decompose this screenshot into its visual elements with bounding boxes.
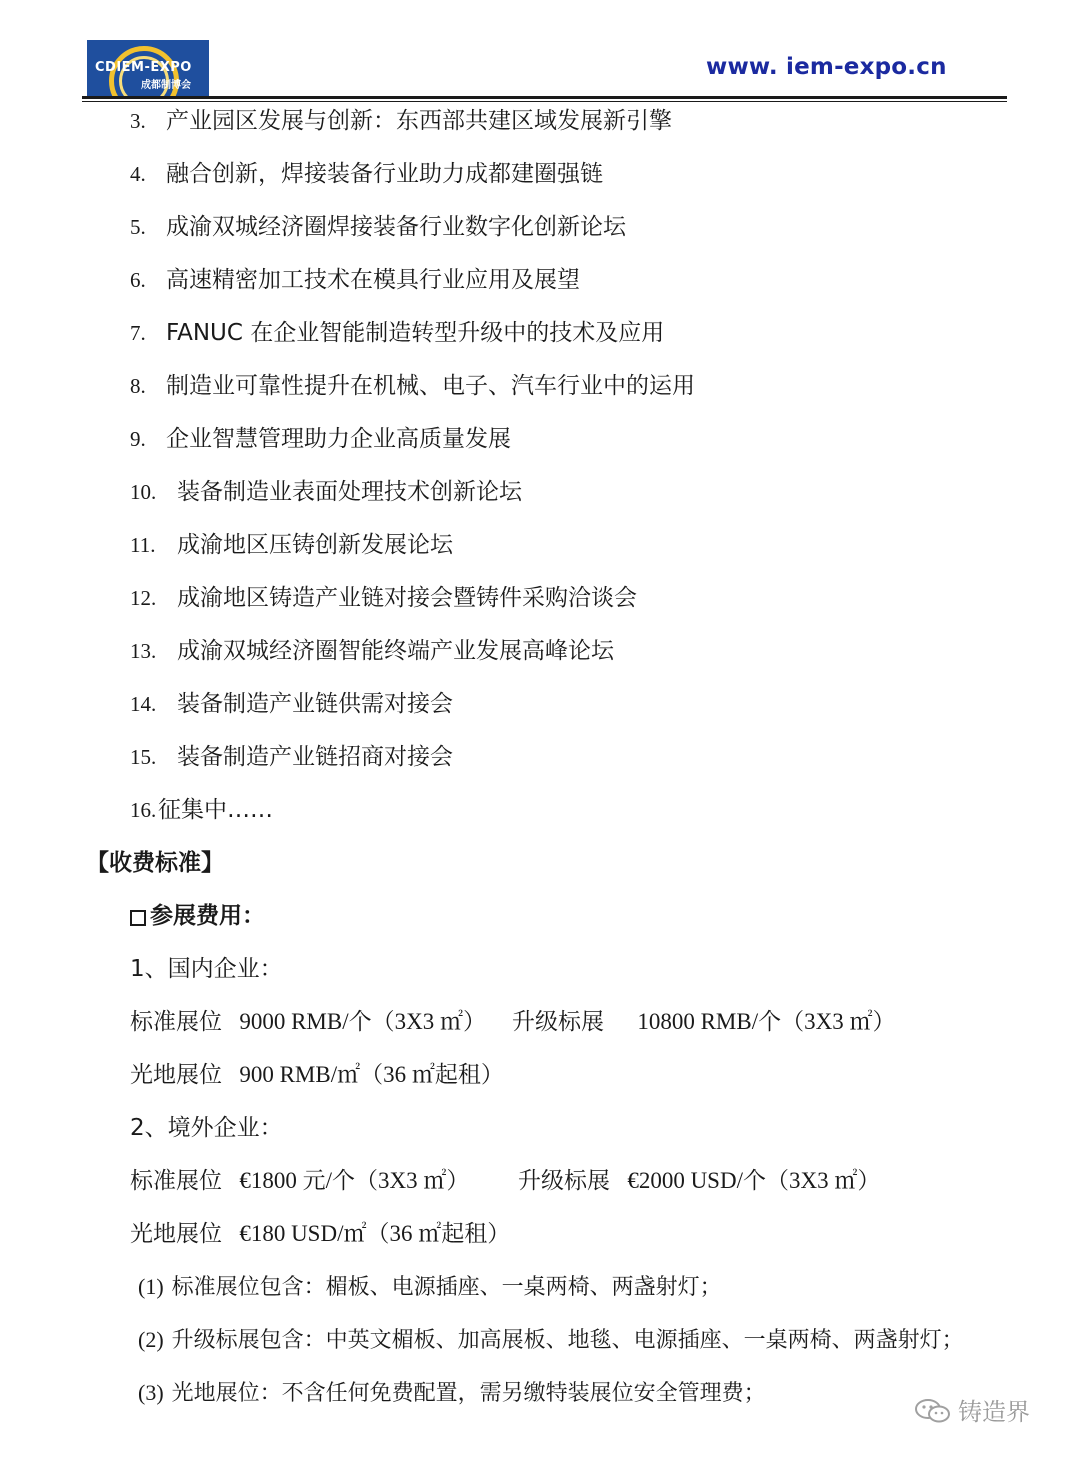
list-item: 15. 装备制造产业链招商对接会 bbox=[130, 744, 453, 770]
checkbox-icon bbox=[130, 910, 146, 926]
list-item: 14. 装备制造产业链供需对接会 bbox=[130, 691, 453, 717]
logo-subtitle: 成都制博会 bbox=[141, 80, 191, 91]
list-item: 11. 成渝地区压铸创新发展论坛 bbox=[130, 532, 453, 558]
domestic-raw-row: 光地展位 900 RMB/㎡（36 ㎡起租） bbox=[130, 1062, 504, 1088]
domestic-upgrade-row: 升级标展 10800 RMB/个（3X3 ㎡） bbox=[512, 1009, 896, 1035]
foreign-upgrade-row: 升级标展 €2000 USD/个（3X3 ㎡） bbox=[518, 1168, 881, 1194]
list-item: 10. 装备制造业表面处理技术创新论坛 bbox=[130, 479, 522, 505]
domestic-booth-row: 标准展位 9000 RMB/个（3X3 ㎡） bbox=[130, 1009, 486, 1035]
watermark-text: 铸造界 bbox=[958, 1398, 1030, 1426]
list-item: 9. 企业智慧管理助力企业高质量发展 bbox=[130, 426, 511, 452]
cdiem-expo-logo bbox=[87, 40, 209, 96]
header-rule-thin bbox=[82, 101, 1007, 102]
logo-text: CDIEM-EXPO bbox=[95, 60, 192, 75]
list-item: 4. 融合创新，焊接装备行业助力成都建圈强链 bbox=[130, 161, 603, 187]
header-rule-thick bbox=[82, 96, 1007, 99]
note-item: (2) 升级标展包含：中英文楣板、加高展板、地毯、电源插座、一桌两椅、两盏射灯； bbox=[138, 1327, 964, 1353]
page-header bbox=[0, 0, 1080, 105]
note-item: (3) 光地展位：不含任何免费配置，需另缴特装展位安全管理费； bbox=[138, 1380, 766, 1406]
note-item: (1) 标准展位包含：楣板、电源插座、一桌两椅、两盏射灯； bbox=[138, 1274, 722, 1300]
list-item: 13. 成渝双城经济圈智能终端产业发展高峰论坛 bbox=[130, 638, 614, 664]
site-url[interactable]: www. iem-expo.cn bbox=[706, 54, 947, 80]
foreign-raw-row: 光地展位 €180 USD/㎡（36 ㎡起租） bbox=[130, 1221, 511, 1247]
list-item: 12. 成渝地区铸造产业链对接会暨铸件采购洽谈会 bbox=[130, 585, 637, 611]
wechat-watermark bbox=[914, 1392, 1030, 1427]
list-item: 5. 成渝双城经济圈焊接装备行业数字化创新论坛 bbox=[130, 214, 626, 240]
foreign-booth-row: 标准展位 €1800 元/个（3X3 ㎡） bbox=[130, 1168, 470, 1194]
list-item: 6. 高速精密加工技术在模具行业应用及展望 bbox=[130, 267, 580, 293]
foreign-label: 2、境外企业： bbox=[130, 1115, 283, 1141]
list-item: 8. 制造业可靠性提升在机械、电子、汽车行业中的运用 bbox=[130, 373, 695, 399]
list-item: 3. 产业园区发展与创新：东西部共建区域发展新引擎 bbox=[130, 108, 672, 134]
list-item: 7. FANUC 在企业智能制造转型升级中的技术及应用 bbox=[130, 320, 665, 346]
fees-section-title: 【收费标准】 bbox=[86, 850, 224, 876]
domestic-label: 1、国内企业： bbox=[130, 956, 283, 982]
wechat-icon bbox=[914, 1398, 952, 1424]
list-item: 16.征集中…… bbox=[130, 797, 273, 823]
fees-subtitle: 参展费用： bbox=[130, 901, 265, 931]
